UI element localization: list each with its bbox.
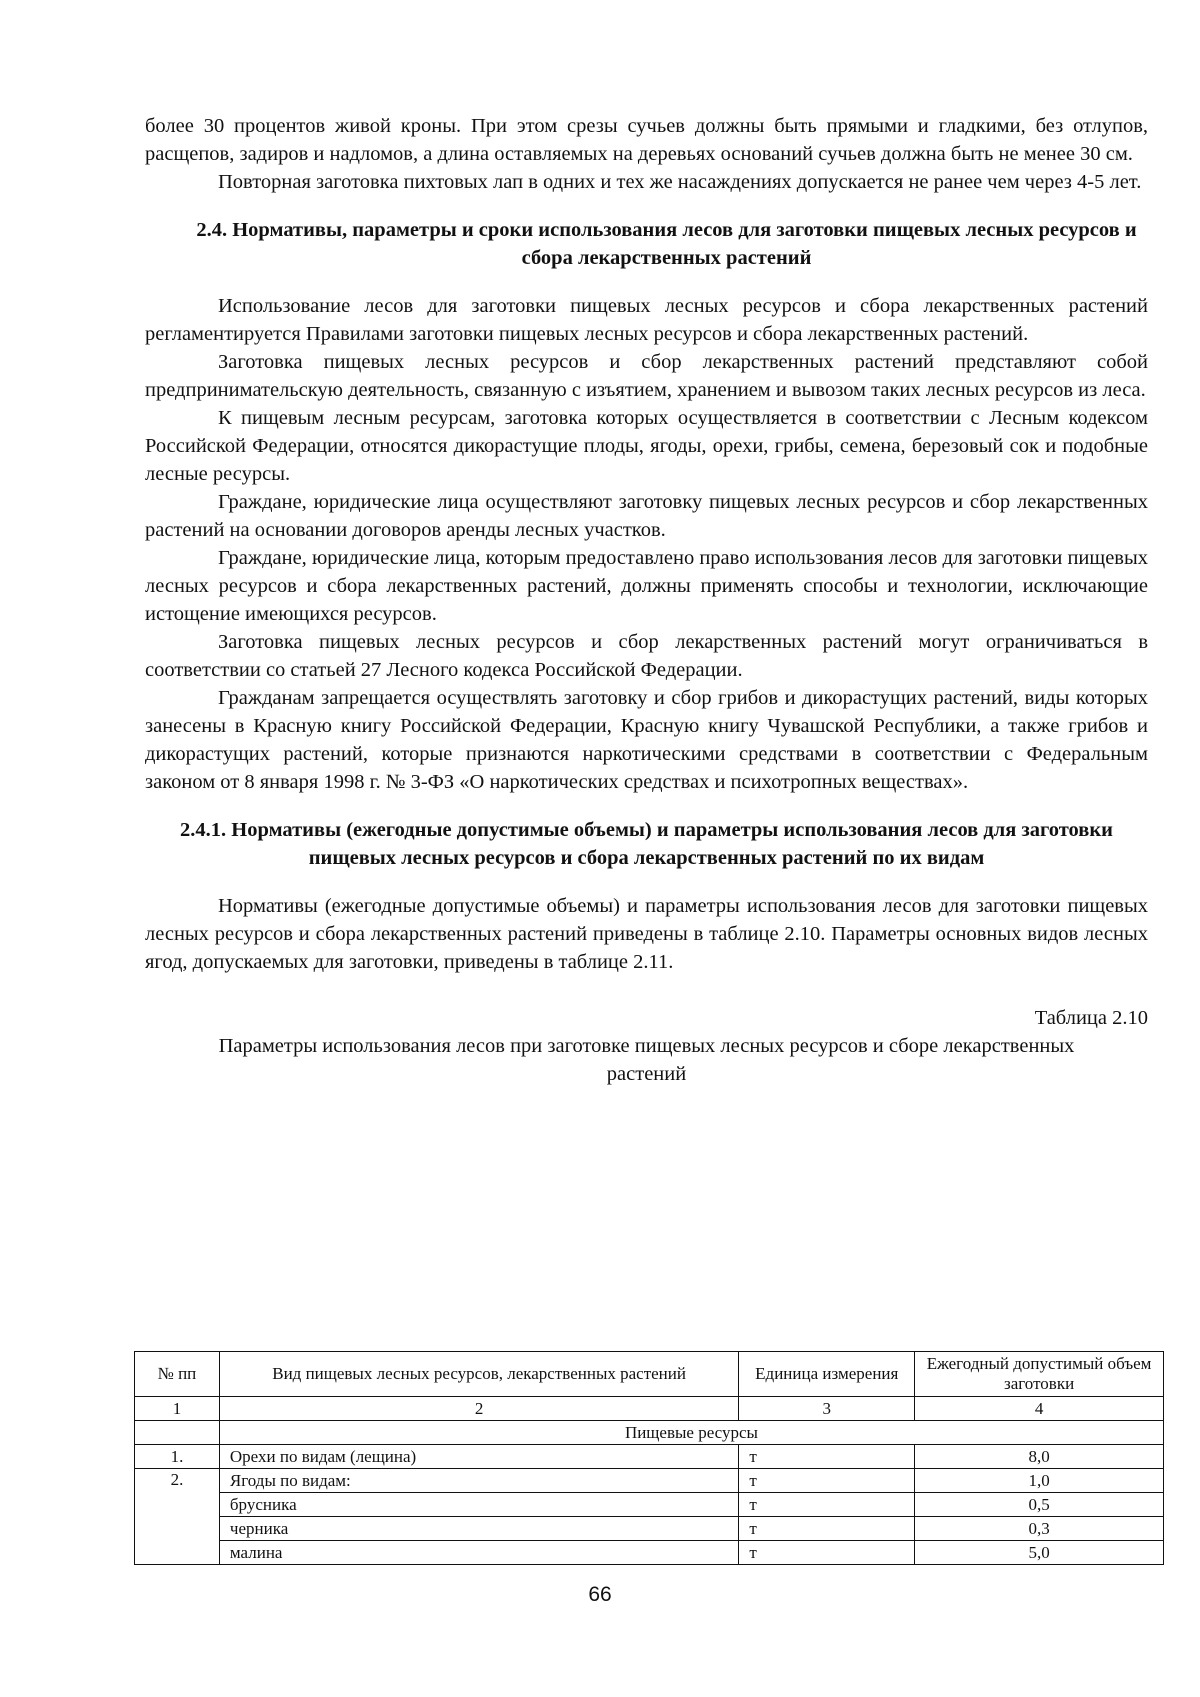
- row-name: малина: [219, 1541, 738, 1565]
- row-volume: 0,3: [915, 1517, 1164, 1541]
- section-2-4-1-heading: 2.4.1. Нормативы (ежегодные допустимые объемы) и параметры использования лесов для заготовки пищевых лесных ресурсов и сбора лекарственных растений по их видам: [180, 819, 1113, 869]
- row-unit: т: [739, 1517, 915, 1541]
- column-number: 2: [219, 1397, 738, 1421]
- resources-table: [134, 1351, 1164, 1565]
- row-num: 2.: [135, 1469, 220, 1565]
- row-unit: т: [739, 1469, 915, 1493]
- column-number-row: [135, 1397, 1164, 1421]
- section-2-4-heading: 2.4. Нормативы, параметры и сроки использования лесов для заготовки пищевых лесных ресурсов и сбора лекарственных растений: [196, 219, 1137, 269]
- column-number: 1: [135, 1397, 220, 1421]
- section-2-4-paragraph: Граждане, юридические лица осуществляют заготовку пищевых лесных ресурсов и сбор лекарственных растений на основании договоров аренды лесных участков.: [145, 491, 1148, 541]
- table-row: [135, 1517, 1164, 1541]
- section-2-4-paragraph: Граждане, юридические лица, которым предоставлено право использования лесов для заготовки пищевых лесных ресурсов и сбора лекарственных растений, должны применять способы и технологии, исключающие истощение имеющихся ресурсов.: [145, 547, 1148, 625]
- row-unit: т: [739, 1445, 915, 1469]
- table-caption: Параметры использования лесов при заготовке пищевых лесных ресурсов и сборе лекарственных растений: [218, 1035, 1075, 1085]
- row-volume: 5,0: [915, 1541, 1164, 1565]
- table-row: [135, 1493, 1164, 1517]
- intro-paragraph-1: более 30 процентов живой кроны. При этом срезы сучьев должны быть прямыми и гладкими, без отлупов, расщепов, задиров и надломов, а длина оставляемых на деревьях оснований сучьев должна быть не менее 30 см.: [145, 115, 1148, 165]
- page-number: 66: [588, 1583, 612, 1606]
- section-2-4-paragraph: Заготовка пищевых лесных ресурсов и сбор лекарственных растений могут ограничиваться в соответствии со статьей 27 Лесного кодекса Российской Федерации.: [145, 631, 1148, 681]
- row-name: брусника: [219, 1493, 738, 1517]
- section-2-4-1-paragraph: Нормативы (ежегодные допустимые объемы) и параметры использования лесов для заготовки пищевых лесных ресурсов и сбора лекарственных растений приведены в таблице 2.10. Параметры основных видов лесных ягод, допускаемых для заготовки, приведены в таблице 2.11.: [145, 895, 1148, 973]
- header-resource: Вид пищевых лесных ресурсов, лекарственных растений: [219, 1352, 738, 1397]
- group-empty-cell: [135, 1421, 220, 1445]
- section-2-4-paragraph: Заготовка пищевых лесных ресурсов и сбор лекарственных растений представляют собой предпринимательскую деятельность, связанную с изъятием, хранением и вывозом таких лесных ресурсов из леса.: [145, 351, 1148, 401]
- table-header-row: [135, 1352, 1164, 1397]
- header-unit: Единица измерения: [739, 1352, 915, 1397]
- document-page: [145, 112, 1148, 1088]
- section-2-4-paragraph: Использование лесов для заготовки пищевых лесных ресурсов и сбора лекарственных растений регламентируется Правилами заготовки пищевых лесных ресурсов и сбора лекарственных растений.: [145, 295, 1148, 345]
- row-name: черника: [219, 1517, 738, 1541]
- table-row: [135, 1541, 1164, 1565]
- group-label: Пищевые ресурсы: [219, 1421, 1163, 1445]
- row-volume: 0,5: [915, 1493, 1164, 1517]
- row-unit: т: [739, 1541, 915, 1565]
- table-row: [135, 1469, 1164, 1493]
- header-volume: Ежегодный допустимый объем заготовки: [915, 1352, 1164, 1397]
- intro-paragraph-2: Повторная заготовка пихтовых лап в одних и тех же насаждениях допускается не ранее чем через 4-5 лет.: [218, 171, 1142, 193]
- row-volume: 1,0: [915, 1469, 1164, 1493]
- header-num: № пп: [135, 1352, 220, 1397]
- column-number: 3: [739, 1397, 915, 1421]
- table-label: Таблица 2.10: [1034, 1007, 1148, 1029]
- table-row: [135, 1445, 1164, 1469]
- row-num: 1.: [135, 1445, 220, 1469]
- row-unit: т: [739, 1493, 915, 1517]
- group-row: [135, 1421, 1164, 1445]
- column-number: 4: [915, 1397, 1164, 1421]
- row-name: Ягоды по видам:: [219, 1469, 738, 1493]
- row-name: Орехи по видам (лещина): [219, 1445, 738, 1469]
- section-2-4-paragraph: Гражданам запрещается осуществлять заготовку и сбор грибов и дикорастущих растений, виды которых занесены в Красную книгу Российской Федерации, Красную книгу Чувашской Республики, а также грибов и дикорастущих растений, которые признаются наркотическими средствами в соответствии с Федеральным законом от 8 января 1998 г. № 3-ФЗ «О наркотических средствах и психотропных веществах».: [145, 687, 1148, 793]
- section-2-4-paragraph: К пищевым лесным ресурсам, заготовка которых осуществляется в соответствии с Лесным кодексом Российской Федерации, относятся дикорастущие плоды, ягоды, орехи, грибы, семена, березовый сок и подобные лесные ресурсы.: [145, 407, 1148, 485]
- row-volume: 8,0: [915, 1445, 1164, 1469]
